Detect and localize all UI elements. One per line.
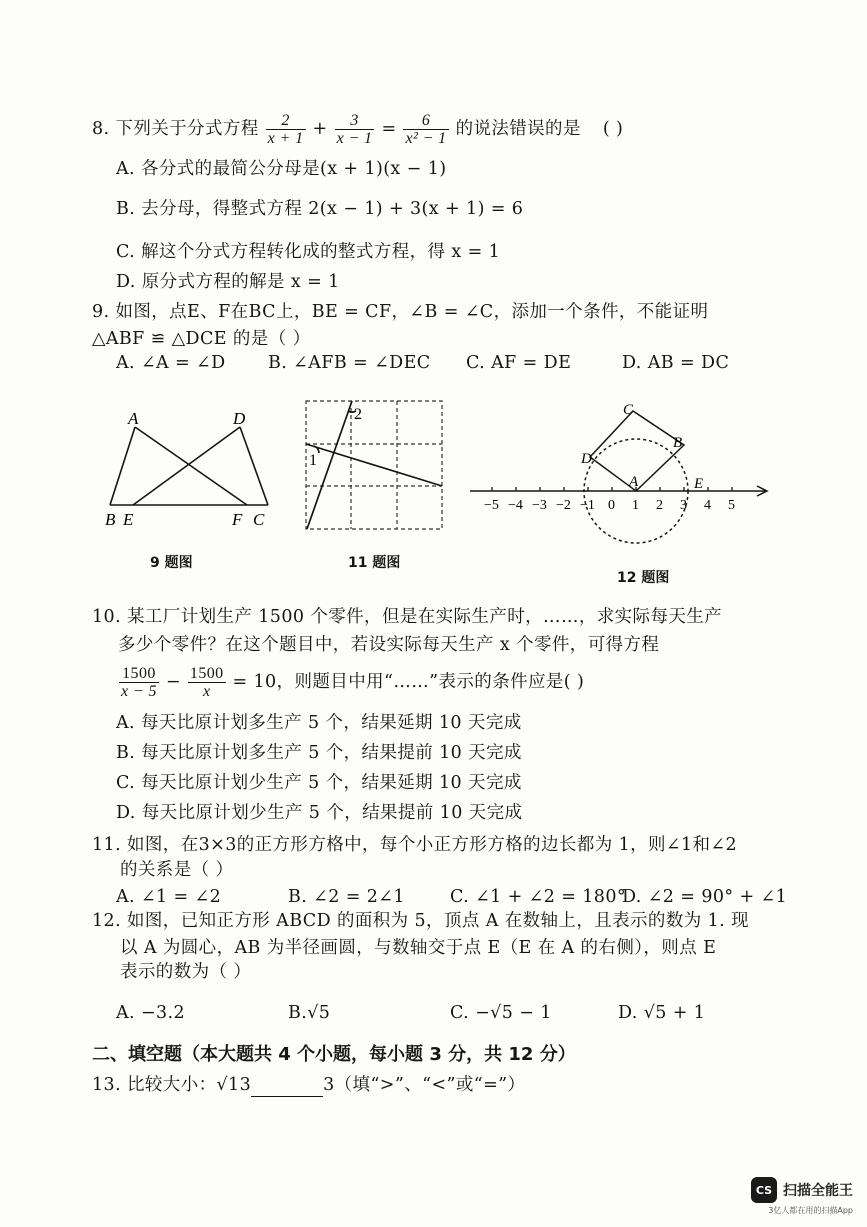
fig12-label-d: D [581, 451, 592, 467]
fig9-label-d: D [233, 409, 246, 428]
q13-tail: 3（填“>”、“<”或“=”） [323, 1075, 526, 1095]
fig12-tick-label: 0 [608, 498, 615, 513]
fig12-label-b: B [673, 435, 683, 451]
fig12-tick-label: −4 [508, 498, 523, 513]
fig9-label-a: A [128, 409, 139, 428]
q8-stem-b: 的说法错误的是 [455, 119, 581, 139]
q10-option-b: B. 每天比原计划多生产 5 个，结果提前 10 天完成 [116, 743, 522, 763]
q8-option-c: C. 解这个分式方程转化成的整式方程，得 x = 1 [116, 242, 501, 262]
q10-option-a: A. 每天比原计划多生产 5 个，结果延期 10 天完成 [116, 713, 522, 733]
fig9-label-b: B [105, 510, 116, 529]
q10-fraction-2: $\frac{1500}{x}$ [189, 665, 224, 700]
q12-option-d: D. √5 + 1 [618, 1003, 706, 1023]
q11-line-1: 11. 如图，在3×3的正方形方格中，每个小正方形方格的边长都为 1，则∠1和∠2 [92, 835, 738, 855]
q10-eq-rhs: = 10 [232, 672, 277, 692]
q10-fraction-1: $\frac{1500}{x - 5}$ [121, 665, 157, 700]
q12-line-1: 12. 如图，已知正方形 ABCD 的面积为 5，顶点 A 在数轴上，且表示的数为 1. 现 [92, 911, 749, 931]
fig12-tick-label: 5 [728, 498, 735, 513]
fig12-tick-label: −3 [532, 498, 547, 513]
watermark-brand: 扫描全能王 [783, 1183, 853, 1199]
q11-option-c: C. ∠1 + ∠2 = 180° [450, 887, 627, 907]
figure-11 [300, 395, 450, 535]
q12-option-b: B.√5 [288, 1003, 331, 1023]
q8-option-a: A. 各分式的最简公分母是(x + 1)(x − 1) [116, 159, 447, 179]
q11-option-b: B. ∠2 = 2∠1 [288, 887, 405, 907]
camscanner-logo-icon: CS [751, 1177, 777, 1203]
fig12-tick-label: 3 [680, 498, 687, 513]
fig11-caption: 11 题图 [348, 555, 401, 571]
fig11-line-shallow [306, 444, 442, 486]
q11-line-2: 的关系是（ ） [120, 860, 234, 880]
q8-fraction-1: $\frac{2}{x + 1}$ [267, 112, 304, 147]
fig12-label-a: A [629, 474, 639, 490]
q8-option-b: B. 去分母，得整式方程 2(x − 1) + 3(x + 1) = 6 [116, 199, 524, 219]
q9-option-a: A. ∠A = ∠D [116, 353, 226, 373]
q10-option-c: C. 每天比原计划少生产 5 个，结果延期 10 天完成 [116, 773, 522, 793]
q12-line-3: 表示的数为（ ） [120, 962, 252, 982]
q13-stem: 13. 比较大小：√13 [92, 1075, 252, 1095]
q13-line [92, 1073, 525, 1097]
figure-12 [465, 395, 775, 565]
q8-option-d: D. 原分式方程的解是 x = 1 [116, 272, 340, 292]
q9-line-2: △ABF ≌ △DCE 的是（ ） [92, 329, 311, 349]
q13-answer-blank [251, 1078, 323, 1097]
fig12-tick-label: −2 [556, 498, 571, 513]
q8-answer-paren: ( ) [602, 119, 624, 139]
q9-line-1: 9. 如图，点E、F在BC上，BE = CF，∠B = ∠C，添加一个条件，不能证明 [92, 302, 709, 322]
q9-option-c: C. AF = DE [466, 353, 572, 373]
fig11-label-1: 1 [309, 452, 317, 469]
q11-option-d: D. ∠2 = 90° + ∠1 [622, 887, 788, 907]
fig9-label-f: F [232, 510, 243, 529]
fig12-caption: 12 题图 [617, 570, 670, 586]
fig11-label-2: 2 [354, 406, 362, 423]
watermark-subtitle: 3亿人都在用的扫描App [768, 1206, 853, 1215]
figure-9 [100, 405, 280, 535]
q10-line-2: 多少个零件？在这个题目中，若设实际每天生产 x 个零件，可得方程 [118, 635, 660, 655]
fig9-label-e: E [123, 510, 134, 529]
fig12-label-e: E [694, 476, 704, 492]
fig12-tick-label: 2 [656, 498, 663, 513]
q12-option-c: C. −√5 − 1 [450, 1003, 552, 1023]
fig9-segment-de [133, 427, 240, 505]
section-2-title: 二、填空题（本大题共 4 个小题，每小题 3 分，共 12 分） [92, 1044, 576, 1065]
q12-line-2: 以 A 为圆心，AB 为半径画圆，与数轴交于点 E（E 在 A 的右侧），则点 E [120, 938, 717, 958]
fig12-tick-label: −5 [484, 498, 499, 513]
fig12-tick-label: 1 [632, 498, 639, 513]
fig9-segment-dc [240, 427, 268, 505]
q10-option-d: D. 每天比原计划少生产 5 个，结果提前 10 天完成 [116, 803, 523, 823]
fig12-tick-label: −1 [580, 498, 595, 513]
q8-stem-a: 8. 下列关于分式方程 [92, 119, 259, 139]
q9-option-b: B. ∠AFB = ∠DEC [268, 353, 431, 373]
fig9-label-c: C [253, 510, 265, 529]
q10-line-1: 10. 某工厂计划生产 1500 个零件，但是在实际生产时，……，求实际每天生产 [92, 607, 723, 627]
fig9-caption: 9 题图 [150, 555, 193, 571]
q9-option-d: D. AB = DC [622, 353, 730, 373]
fig9-segment-ab [110, 427, 135, 505]
scanner-watermark [751, 1177, 853, 1215]
q8-fraction-2: $\frac{3}{x - 1}$ [336, 112, 373, 147]
q8-fraction-3: $\frac{6}{\text{x² − 1}}$ [405, 112, 447, 147]
q8-stem: 8. 下列关于分式方程 $\frac{2}{x + 1}$ + $\frac{3}{x - 1}$ = $\frac{6}{\text{x² − 1}}$ 的说法错误的是 ( ) [92, 112, 624, 147]
q12-option-a: A. −3.2 [116, 1003, 186, 1023]
q10-tail: ，则题目中用“……”表示的条件应是( ) [276, 672, 585, 692]
fig12-tick-label: 4 [704, 498, 711, 513]
fig9-segment-af [135, 427, 247, 505]
q11-option-a: A. ∠1 = ∠2 [116, 887, 222, 907]
q10-line-3: $\frac{1500}{x - 5}$ − $\frac{1500}{x}$ = 10，则题目中用“……”表示的条件应是( ) [121, 665, 585, 700]
fig12-label-c: C [623, 402, 634, 418]
